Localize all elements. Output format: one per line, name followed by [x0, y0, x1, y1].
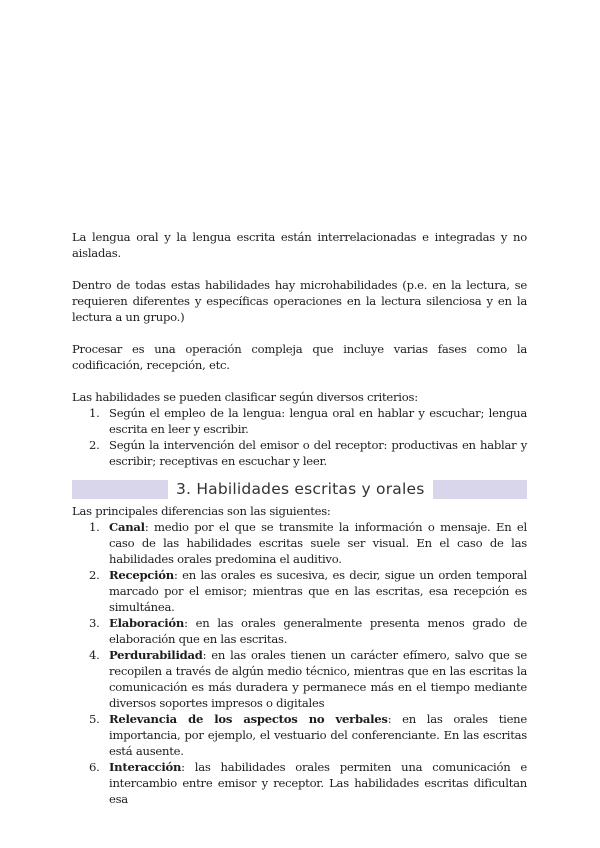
- list-item: [72, 437, 527, 469]
- list-term: Interacción: [109, 760, 182, 774]
- list-item-text: : en las orales tienen un carácter efímero, salvo que se recopilen a través de algún medio técnico, mientras que en las escritas la comunicación es más duradera y permanece más en el tiempo mediante diversos soportes impresos o digitales: [109, 648, 527, 710]
- heading-bar-left: [72, 480, 168, 499]
- list-item-text: Según la intervención del emisor o del receptor: productivas en hablar y escribir; receptivas en escuchar y leer.: [109, 438, 527, 468]
- list-item: [72, 615, 527, 647]
- criteria-list: [72, 405, 527, 469]
- list-item-text: : en las orales es sucesiva, es decir, sigue un orden temporal marcado por el emisor; mientras que en las escritas, esa recepción es simultánea.: [109, 568, 527, 614]
- list-number: 5.: [89, 712, 100, 726]
- list-item-text: Según el empleo de la lengua: lengua oral en hablar y escuchar; lengua escrita en leer y escribir.: [109, 406, 527, 436]
- list-number: 6.: [89, 760, 100, 774]
- list-number: 1.: [89, 406, 100, 420]
- section-title: 3. Habilidades escritas y orales: [176, 480, 425, 498]
- paragraph: Procesar es una operación compleja que incluye varias fases como la codificación, recepción, etc.: [72, 342, 527, 372]
- list-term: Canal: [109, 520, 145, 534]
- list-item: [72, 711, 527, 759]
- list-term: Elaboración: [109, 616, 185, 630]
- list-term: Recepción: [109, 568, 174, 582]
- list-item-text: : en las orales generalmente presenta menos grado de elaboración que en las escritas.: [109, 616, 527, 646]
- list-item: [72, 759, 527, 807]
- paragraph: Dentro de todas estas habilidades hay microhabilidades (p.e. en la lectura, se requieren diferentes y específicas operaciones en la lectura silenciosa y en la lectura a un grupo.): [72, 278, 527, 324]
- list-number: 3.: [89, 616, 100, 630]
- list-item: [72, 405, 527, 437]
- section-heading: [72, 478, 527, 500]
- intro-paragraph: Las principales diferencias son las siguientes:: [72, 504, 331, 518]
- paragraph: Las habilidades se pueden clasificar según diversos criterios:: [72, 390, 418, 404]
- paragraph: La lengua oral y la lengua escrita están interrelacionadas e integradas y no aisladas.: [72, 230, 527, 260]
- list-item-text: : en las orales tiene importancia, por ejemplo, el vestuario del conferenciante. En las escritas está ausente.: [109, 712, 528, 758]
- list-item: [72, 567, 527, 615]
- differences-list: [72, 519, 527, 807]
- page-content: [72, 229, 527, 807]
- list-item-text: : las habilidades orales permiten una comunicación e intercambio entre emisor y receptor. Las habilidades escritas dificultan esa: [109, 760, 527, 806]
- list-item: [72, 647, 527, 711]
- list-term: Perdurabilidad: [109, 648, 203, 662]
- list-number: 2.: [89, 438, 100, 452]
- heading-bar-right: [433, 480, 527, 499]
- list-number: 4.: [89, 648, 100, 662]
- list-number: 2.: [89, 568, 100, 582]
- list-item-text: : medio por el que se transmite la información o mensaje. En el caso de las habilidades escritas suele ser visual. En el caso de las habilidades orales predomina el auditivo.: [109, 520, 527, 566]
- list-term: Relevancia de los aspectos no verbales: [109, 712, 388, 726]
- list-item: [72, 519, 527, 567]
- list-number: 1.: [89, 520, 100, 534]
